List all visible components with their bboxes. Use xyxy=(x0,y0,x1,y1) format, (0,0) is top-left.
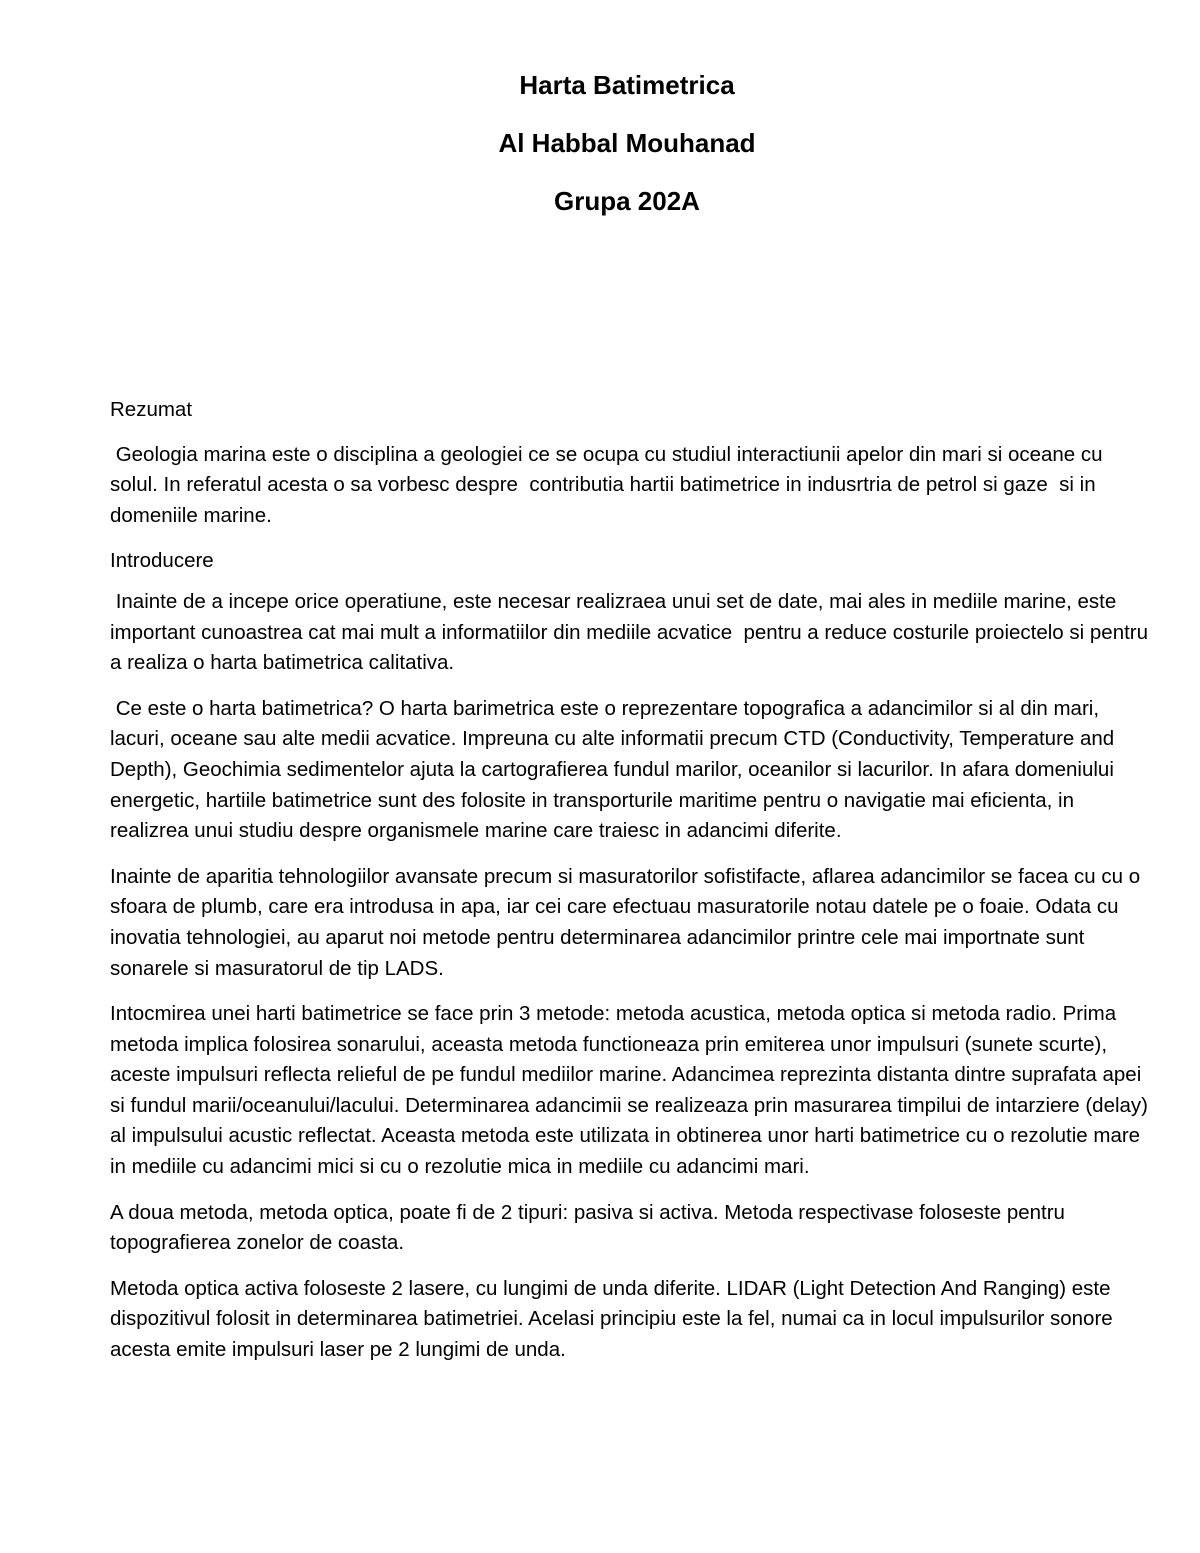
author-name: Al Habbal Mouhanad xyxy=(498,128,756,158)
body-paragraph: Inainte de aparitia tehnologiilor avansate precum si masuratorilor sofistifacte, aflarea adancimilor se facea cu cu o sfoara de plumb, care era introdusa in apa, iar cei care efectuau masuratorile notau datele pe o foaie. Odata cu inovatia tehnologiei, au aparut noi metode pentru determinarea adancimilor printre cele mai importnate sunt sonarele si masuratorul de tip LADS. xyxy=(110,864,1146,980)
body-paragraph: Inainte de a incepe orice operatiune, este necesar realizraea unui set de date, mai ales in mediile marine, este important cunoastrea cat mai mult a informatiilor din mediile acvatice pentru a reduce costurile proiectelo si pentru a realiza o harta batimetrica calitativa. xyxy=(110,589,1154,675)
body-paragraph: Intocmirea unei harti batimetrice se face prin 3 metode: metoda acustica, metoda optica si metoda radio. Prima metoda implica folosirea sonarului, aceasta metoda functioneaza prin emiterea unor impulsuri (sunete scurte), aceste impulsuri reflecta relieful de pe fundul mediilor marine. Adancimea reprezinta distanta dintre suprafata apei si fundul marii/oceanului/lacului. Determinarea adancimii se realizeaza prin masurarea timpilui de intarziere (delay) al impulsului acustic reflectat. Aceasta metoda este utilizata in obtinerea unor harti batimetrice cu o rezolutie mare in mediile cu adancimi mici si cu o rezolutie mica in mediile cu adancimi mari. xyxy=(110,1002,1154,1179)
group-name: Grupa 202A xyxy=(554,186,700,216)
summary-paragraph: Geologia marina este o disciplina a geologiei ce se ocupa cu studiul interactiunii apelor din mari si oceane cu solul. In referatul acesta o sa vorbesc despre contributia hartii batimetrice in indusrtria de petrol si gaze si in domeniile marine. xyxy=(110,442,1109,527)
body-paragraph: Ce este o harta batimetrica? O harta barimetrica este o reprezentare topografica a adancimilor si al din mari, lacuri, oceane sau alte medii acvatice. Impreuna cu alte informatii precum CTD (Conductivity, Temperature and Depth), Geochimia sedimentelor ajuta la cartografierea fundul marilor, oceanilor si lacurilor. In afara domeniului energetic, hartiile batimetrice sunt des folosite in transporturile maritime pentru o navigatie mai eficienta, in realizrea unui studiu despre organismele marine care traiesc in adancimi diferite. xyxy=(110,696,1120,843)
intro-heading: Introducere xyxy=(110,549,214,573)
title-block xyxy=(0,56,1200,230)
document-body xyxy=(110,395,1154,1381)
body-paragraph: A doua metoda, metoda optica, poate fi de 2 tipuri: pasiva si activa. Metoda respectivase foloseste pentru topografierea zonelor de coasta. xyxy=(110,1200,1071,1255)
document-title: Harta Batimetrica xyxy=(519,70,735,100)
body-paragraph: Metoda optica activa foloseste 2 lasere, cu lungimi de unda diferite. LIDAR (Light Detection And Ranging) este dispozitivul folosit in determinarea batimetriei. Acelasi principiu este la fel, numai ca in locul impulsurilor sonore acesta emite impulsuri laser pe 2 lungimi de unda. xyxy=(110,1276,1119,1362)
summary-heading: Rezumat xyxy=(110,398,193,421)
